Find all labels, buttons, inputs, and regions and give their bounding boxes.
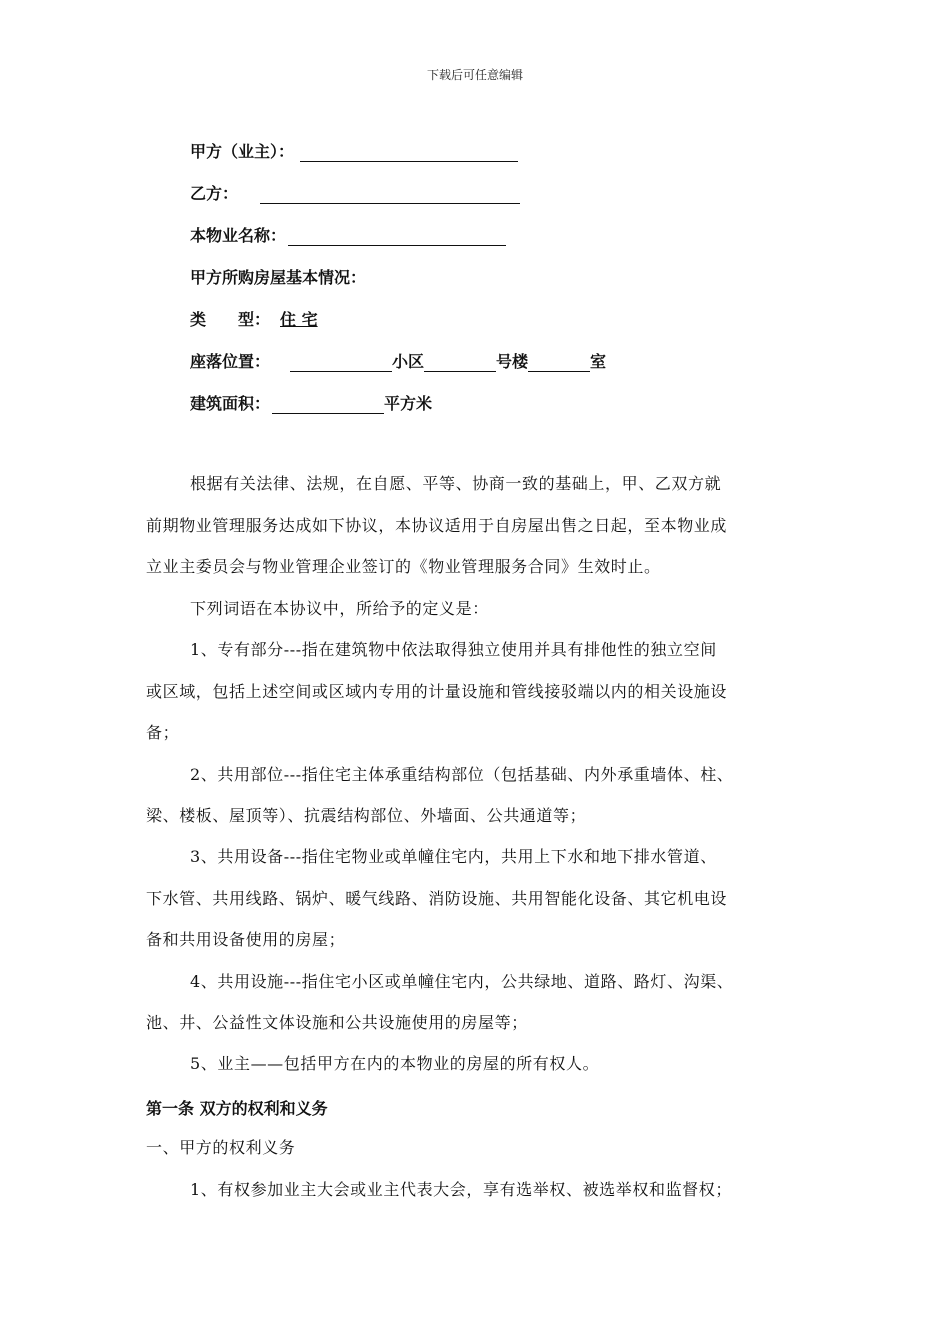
paragraph-line: 前期物业管理服务达成如下协议，本协议适用于自房屋出售之日起，至本物业成 bbox=[146, 516, 728, 535]
paragraph-line: 立业主委员会与物业管理企业签订的《物业管理服务合同》生效时止。 bbox=[146, 557, 661, 576]
property-name-field bbox=[190, 224, 506, 246]
paragraph-line: 或区域，包括上述空间或区域内专用的计量设施和管线接驳端以内的相关设施设 bbox=[146, 682, 728, 701]
paragraph-line: 池、井、公益性文体设施和公共设施使用的房屋等； bbox=[146, 1013, 528, 1032]
area-field bbox=[190, 392, 432, 414]
area-label: 建筑面积： bbox=[190, 394, 271, 413]
location-community-blank[interactable] bbox=[290, 353, 392, 372]
paragraph-line: 根据有关法律、法规，在自愿、平等、协商一致的基础上，甲、乙双方就 bbox=[190, 474, 722, 493]
party-b-field bbox=[190, 182, 520, 204]
location-field bbox=[190, 350, 606, 372]
party-a-blank[interactable] bbox=[300, 143, 518, 162]
list-item: 1、有权参加业主大会或业主代表大会，享有选举权、被选举权和监督权； bbox=[190, 1180, 732, 1199]
paragraph-line: 备和共用设备使用的房屋； bbox=[146, 930, 346, 949]
paragraph-line: 3、共用设备---指住宅物业或单幢住宅内，共用上下水和地下排水管道、 bbox=[190, 847, 717, 866]
paragraph-line: 下水管、共用线路、锅炉、暖气线路、消防设施、共用智能化设备、其它机电设 bbox=[146, 889, 728, 908]
party-b-label: 乙方： bbox=[190, 184, 239, 203]
property-name-label: 本物业名称： bbox=[190, 226, 287, 245]
party-a-field bbox=[190, 140, 518, 162]
type-label: 类 型： bbox=[190, 310, 271, 329]
paragraph-line: 梁、楼板、屋顶等）、抗震结构部位、外墙面、公共通道等； bbox=[146, 806, 587, 825]
type-value: 住 宅 bbox=[280, 310, 318, 329]
house-info-field bbox=[190, 266, 366, 288]
property-name-blank[interactable] bbox=[288, 227, 506, 246]
party-b-blank[interactable] bbox=[260, 185, 520, 204]
party-a-label: 甲方（业主）： bbox=[190, 142, 295, 161]
area-blank[interactable] bbox=[272, 395, 384, 414]
paragraph-line: 1、专有部分---指在建筑物中依法取得独立使用并具有排他性的独立空间 bbox=[190, 640, 717, 659]
type-field bbox=[190, 308, 322, 330]
paragraph-line: 备； bbox=[146, 723, 180, 742]
paragraph-line: 5、业主——包括甲方在内的本物业的房屋的所有权人。 bbox=[190, 1054, 600, 1073]
house-info-label: 甲方所购房屋基本情况： bbox=[190, 268, 367, 287]
location-room-blank[interactable] bbox=[528, 353, 590, 372]
location-building-blank[interactable] bbox=[424, 353, 496, 372]
page-header-note: 下载后可任意编辑 bbox=[426, 68, 523, 82]
article-1-title: 第一条 双方的权利和义务 bbox=[146, 1099, 328, 1118]
paragraph-line: 下列词语在本协议中，所给予的定义是： bbox=[190, 599, 489, 618]
location-label: 座落位置： bbox=[190, 352, 271, 371]
location-unit-building: 号楼 bbox=[496, 352, 529, 371]
paragraph-line: 2、共用部位---指住宅主体承重结构部位（包括基础、内外承重墙体、柱、 bbox=[190, 765, 734, 784]
paragraph-line: 4、共用设施---指住宅小区或单幢住宅内，公共绿地、道路、路灯、沟渠、 bbox=[190, 972, 734, 991]
area-unit: 平方米 bbox=[384, 394, 433, 413]
location-unit-room: 室 bbox=[590, 352, 607, 371]
subsection-title: 一、甲方的权利义务 bbox=[146, 1138, 296, 1157]
location-unit-community: 小区 bbox=[392, 352, 425, 371]
